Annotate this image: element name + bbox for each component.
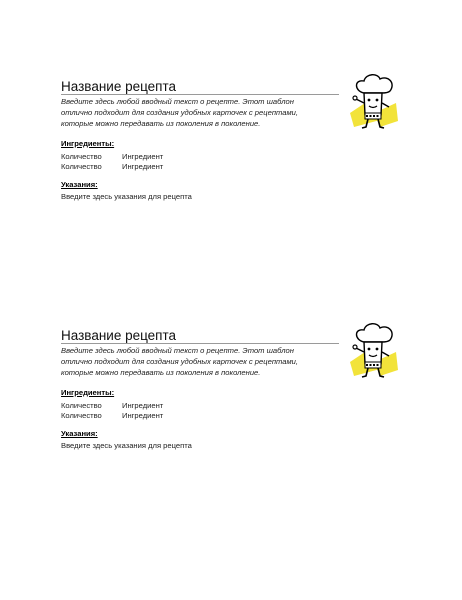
recipe-intro xyxy=(61,96,346,130)
intro-line: которые можно передавать из поколения в поколение. xyxy=(61,119,261,129)
intro-line: отлично подходит для создания удобных карточек с рецептами, xyxy=(61,108,298,118)
recipe-card-2 xyxy=(61,328,361,528)
directions-heading: Указания: xyxy=(61,180,98,189)
directions-text: Введите здесь указания для рецепта xyxy=(61,192,192,201)
ingredient-quantity: Количество xyxy=(61,162,102,171)
directions-heading: Указания: xyxy=(61,429,98,438)
recipe-title: Название рецепта xyxy=(61,328,177,343)
ingredient-name: Ингредиент xyxy=(122,152,164,161)
chef-icon xyxy=(344,73,404,133)
ingredient-quantity: Количество xyxy=(61,152,102,161)
recipe-intro xyxy=(61,345,346,379)
ingredient-row xyxy=(61,162,163,172)
directions-text: Введите здесь указания для рецепта xyxy=(61,441,192,450)
title-divider xyxy=(61,343,339,344)
intro-line: отлично подходит для создания удобных карточек с рецептами, xyxy=(61,357,298,367)
ingredient-quantity: Количество xyxy=(61,401,102,410)
intro-line: которые можно передавать из поколения в поколение. xyxy=(61,368,261,378)
ingredient-name: Ингредиент xyxy=(122,401,164,410)
ingredient-row xyxy=(61,152,163,162)
ingredient-name: Ингредиент xyxy=(122,411,164,420)
ingredient-row xyxy=(61,411,163,421)
title-divider xyxy=(61,94,339,95)
ingredient-name: Ингредиент xyxy=(122,162,164,171)
intro-line: Введите здесь любой вводный текст о рецепте. Этот шаблон xyxy=(61,346,294,355)
ingredient-row xyxy=(61,401,163,411)
recipe-title: Название рецепта xyxy=(61,79,177,94)
ingredient-quantity: Количество xyxy=(61,411,102,420)
ingredients-heading: Ингредиенты: xyxy=(61,139,115,148)
recipe-card-1 xyxy=(61,79,361,279)
ingredients-heading: Ингредиенты: xyxy=(61,388,115,397)
intro-line: Введите здесь любой вводный текст о рецепте. Этот шаблон xyxy=(61,97,294,106)
chef-icon xyxy=(344,322,404,382)
